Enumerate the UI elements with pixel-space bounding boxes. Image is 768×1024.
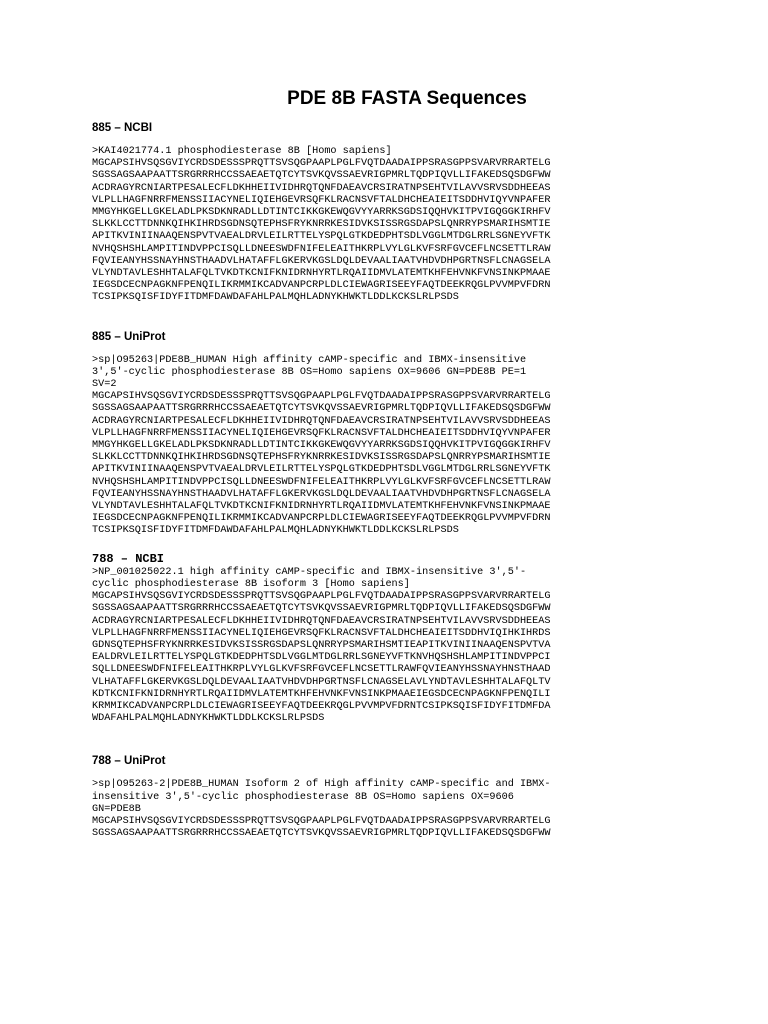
- section-heading: 788 – NCBI: [92, 551, 165, 566]
- section-788-ncbi: [92, 552, 708, 726]
- section-885-uniprot: [92, 331, 708, 538]
- fasta-sequence: >NP_001025022.1 high affinity cAMP-specific and IBMX-insensitive 3',5'- cyclic phosphodiesterase 8B isoform 3 [Homo sapiens] MGCAPSIHVSQSGVIYCRDSDESSSPRQTTSVSQGPAAPLPGLFVQTDAADAIPPSRASGPPSVARVRRARTELG SGSSAGSAAPAATTSRGRRRHCCSSAEAETQTCYTSVKQVSSAEVRIGPMRLTQDPIQVLLIFAKEDSQSDGFWW ACDRAGYRCNIARTPESALECFLDKHHEIIVIDHRQTQNFDAEAVCRSIRATNPSEHTVILAVVSRVSDDHEEAS VLPLLHAGFNRRFMENSSIIACYNELIQIEHGEVRSQFKLRACNSVFTALDHCHEAIEITSDDHVIQIHKIHRDS GDNSQTEPHSFRYKNRRKESIDVKSISSRGSDAPSLQNRRYPSMARIHSMTIEAPITKVINIINAAQENSPVTVA EALDRVLEILRTTELYSPQLGTKDEDPHTSDLVGGLMTDGLRRLSGNEYVFTKNVHQSHSHLAMPITINDVPPCI SQLLDNEESWDFNIFELEAITHKRPLVYLGLKVFSRFGVCEFLNCSETTLRAWFQVIEANYHSSNAYHNSTHAAD VLHATAFFLGKERVKGSLDQLDEVAALIAATVHDVDHPGRTNSFLCNAGSELAVLYNDTAVLESHHTALAFQLTV KDTKCNIFKNIDRNHYRTLRQAIIDMVLATEMTKHFEHVNKFVNSINKPMAAEIEGSDCECNPAGKNFPENQILI KRMMIKCADVANPCRPLDLCIEWAGRISEEYFAQTDEEKRQGLPVVMPVFDRNTCSIPKSQISFIDYFITDMFDA WDAFAHLPALMQHLADNYKHWKTLDDLKCKSLRLPSDS: [92, 566, 551, 725]
- fasta-sequence: >KAI4021774.1 phosphodiesterase 8B [Homo sapiens] MGCAPSIHVSQSGVIYCRDSDESSSPRQTTSVSQGPAAPLPGLFVQTDAADAIPPSRASGPPSVARVRRARTELG SGSSAGSAAPAATTSRGRRRHCCSSAEAETQTCYTSVKQVSSAEVRIGPMRLTQDPIQVLLIFAKEDSQSDGFWW ACDRAGYRCNIARTPESALECFLDKHHEIIVIDHRQTQNFDAEAVCRSIRATNPSEHTVILAVVSRVSDDHEEAS VLPLLHAGFNRRFMENSSIIACYNELIQIEHGEVRSQFKLRACNSVFTALDHCHEAIEITSDDHVIQYVNPAFER MMGYHKGELLGKELADLPKSDKNRADLLDTINTCIKKGKEWQGVYYARRKSGDSIQQHVKITPVIGQGGKIRHFV SLKKLCCTTDNNKQIHKIHRDSGDNSQTEPHSFRYKNRRKESIDVKSISSRGSDAPSLQNRRYPSMARIHSMTIE APITKVINIINAAQENSPVTVAEALDRVLEILRTTELYSPQLGTKDEDPHTSDLVGGLMTDGLRRLSGNEYVFTK NVHQSHSHLAMPITINDVPPCISQLLDNEESWDFNIFELEAITHKRPLVYLGLKVFSRFGVCEFLNCSETTLRAW FQVIEANYHSSNAYHNSTHAADVLHATAFFLGKERVKGSLDQLDEVAALIAATVHDVDHPGRTNSFLCNAGSELA VLYNDTAVLESHHTALAFQLTVKDTKCNIFKNIDRNHYRTLRQAIIDMVLATEMTKHFEHVNKFVNSINKPMAAE IEGSDCECNPAGKNFPENQILIKRMMIKCADVANPCRPLDLCIEWAGRISEEYFAQTDEEKRQGLPVVMPVFDRN TCSIPKSQISFIDYFITDMFDAWDAFAHLPALMQHLADNYKHWKTLDDLKCKSLRLPSDS: [92, 146, 551, 304]
- section-788-uniprot: [92, 755, 708, 840]
- section-885-ncbi: [92, 122, 708, 305]
- document-title: PDE 8B FASTA Sequences: [287, 88, 527, 109]
- fasta-sequence: >sp|O95263|PDE8B_HUMAN High affinity cAMP-specific and IBMX-insensitive 3',5'-cyclic phosphodiesterase 8B OS=Homo sapiens OX=9606 GN=PDE8B PE=1 SV=2 MGCAPSIHVSQSGVIYCRDSDESSSPRQTTSVSQGPAAPLPGLFVQTDAADAIPPSRASGPPSVARVRRARTELG SGSSAGSAAPAATTSRGRRRHCCSSAEAETQTCYTSVKQVSSAEVRIGPMRLTQDPIQVLLIFAKEDSQSDGFWW ACDRAGYRCNIARTPESALECFLDKHHEIIVIDHRQTQNFDAEAVCRSIRATNPSEHTVILAVVSRVSDDHEEAS VLPLLHAGFNRRFMENSSIIACYNELIQIEHGEVRSQFKLRACNSVFTALDHCHEAIEITSDDHVIQYVNPAFER MMGYHKGELLGKELADLPKSDKNRADLLDTINTCIKKGKEWQGVYYARRKSGDSIQQHVKITPVIGQGGKIRHFV SLKKLCCTTDNNKQIHKIHRDSGDNSQTEPHSFRYKNRRKESIDVKSISSRGSDAPSLQNRRYPSMARIHSMTIE APITKVINIINAAQENSPVTVAEALDRVLEILRTTELYSPQLGTKDEDPHTSDLVGGLMTDGLRRLSGNEYVFTK NVHQSHSHLAMPITINDVPPCISQLLDNEESWDFNIFELEAITHKRPLVYLGLKVFSRFGVCEFLNCSETTLRAW FQVIEANYHSSNAYHNSTHAADVLHATAFFLGKERVKGSLDQLDEVAALIAATVHDVDHPGRTNSFLCNAGSELA VLYNDTAVLESHHTALAFQLTVKDTKCNIFKNIDRNHYRTLRQAIIDMVLATEMTKHFEHVNKFVNSINKPMAAE IEGSDCECNPAGKNFPENQILIKRMMIKCADVANPCRPLDLCIEWAGRISEEYFAQTDEEKRQGLPVVMPVFDRN TCSIPKSQISFIDYFITDMFDAWDAFAHLPALMQHLADNYKHWKTLDDLKCKSLRLPSDS: [92, 354, 551, 537]
- section-heading: 885 – UniProt: [92, 330, 166, 343]
- fasta-sequence: >sp|O95263-2|PDE8B_HUMAN Isoform 2 of High affinity cAMP-specific and IBMX- insensitive 3',5'-cyclic phosphodiesterase 8B OS=Homo sapiens OX=9606 GN=PDE8B MGCAPSIHVSQSGVIYCRDSDESSSPRQTTSVSQGPAAPLPGLFVQTDAADAIPPSRASGPPSVARVRRARTELG SGSSAGSAAPAATTSRGRRRHCCSSAEAETQTCYTSVKQVSSAEVRIGPMRLTQDPIQVLLIFAKEDSQSDGFWW: [92, 779, 551, 840]
- section-heading: 788 – UniProt: [92, 755, 166, 768]
- section-heading: 885 – NCBI: [92, 122, 153, 134]
